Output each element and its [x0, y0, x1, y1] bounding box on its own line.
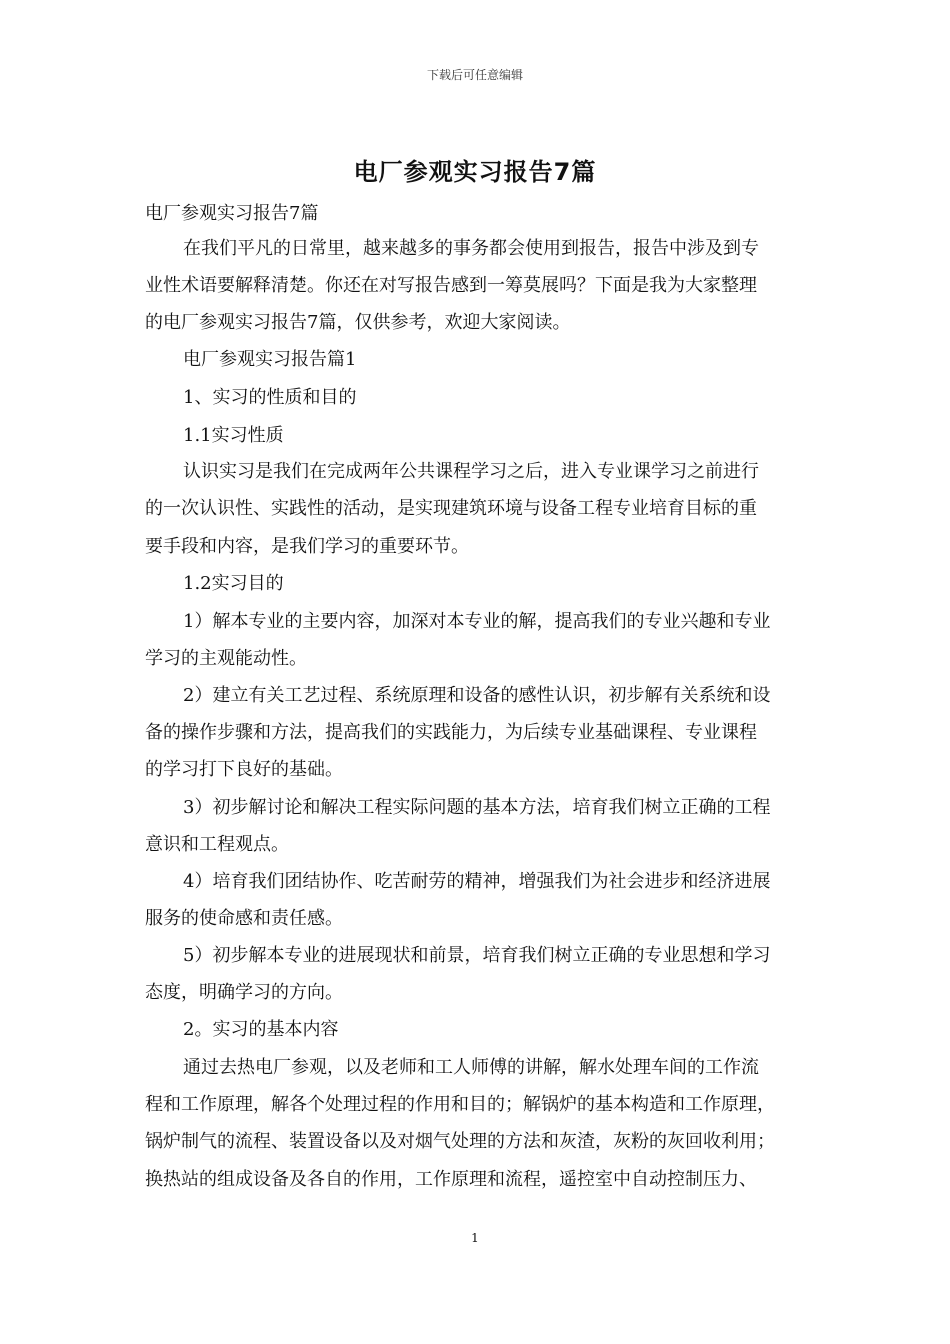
text-line: 程和工作原理，解各个处理过程的作用和目的；解锅炉的基本构造和工作原理， — [145, 1094, 775, 1115]
text-line: 学习的主观能动性。 — [145, 648, 307, 669]
text-line: 备的操作步骤和方法，提高我们的实践能力，为后续专业基础课程、专业课程 — [145, 722, 757, 743]
text-line: 换热站的组成设备及各自的作用，工作原理和流程，遥控室中自动控制压力、 — [145, 1169, 757, 1190]
text-line: 4）培育我们团结协作、吃苦耐劳的精神，增强我们为社会进步和经济进展 — [183, 871, 771, 892]
text-line: 5）初步解本专业的进展现状和前景，培育我们树立正确的专业思想和学习 — [183, 945, 771, 966]
text-line: 的学习打下良好的基础。 — [145, 759, 343, 780]
text-line: 电厂参观实习报告7篇 — [145, 203, 319, 224]
text-line: 态度，明确学习的方向。 — [145, 982, 343, 1003]
text-line: 1、实习的性质和目的 — [183, 387, 357, 408]
text-line: 2。实习的基本内容 — [183, 1019, 339, 1040]
text-line: 锅炉制气的流程、装置设备以及对烟气处理的方法和灰渣，灰粉的灰回收利用； — [145, 1131, 775, 1152]
text-line: 1.1实习性质 — [183, 425, 284, 446]
text-line: 认识实习是我们在完成两年公共课程学习之后，进入专业课学习之前进行 — [183, 461, 759, 482]
text-line: 电厂参观实习报告篇1 — [183, 349, 357, 370]
header-note: 下载后可任意编辑 — [426, 68, 523, 82]
text-line: 业性术语要解释清楚。你还在对写报告感到一筹莫展吗？下面是我为大家整理 — [145, 275, 757, 296]
text-line: 在我们平凡的日常里，越来越多的事务都会使用到报告，报告中涉及到专 — [183, 238, 759, 259]
text-line: 意识和工程观点。 — [145, 834, 289, 855]
text-line: 要手段和内容，是我们学习的重要环节。 — [145, 536, 469, 557]
text-line: 3）初步解讨论和解决工程实际问题的基本方法，培育我们树立正确的工程 — [183, 797, 771, 818]
text-line: 1）解本专业的主要内容，加深对本专业的解，提高我们的专业兴趣和专业 — [183, 611, 771, 632]
text-line: 通过去热电厂参观，以及老师和工人师傅的讲解，解水处理车间的工作流 — [183, 1057, 759, 1078]
page-number: 1 — [471, 1231, 479, 1245]
text-line: 服务的使命感和责任感。 — [145, 908, 343, 929]
text-line: 2）建立有关工艺过程、系统原理和设备的感性认识，初步解有关系统和设 — [183, 685, 771, 706]
text-line: 的一次认识性、实践性的活动，是实现建筑环境与设备工程专业培育目标的重 — [145, 498, 757, 519]
text-line: 1.2实习目的 — [183, 573, 284, 594]
text-line: 的电厂参观实习报告7篇，仅供参考，欢迎大家阅读。 — [145, 312, 571, 333]
document-title: 电厂参观实习报告7篇 — [353, 158, 597, 186]
